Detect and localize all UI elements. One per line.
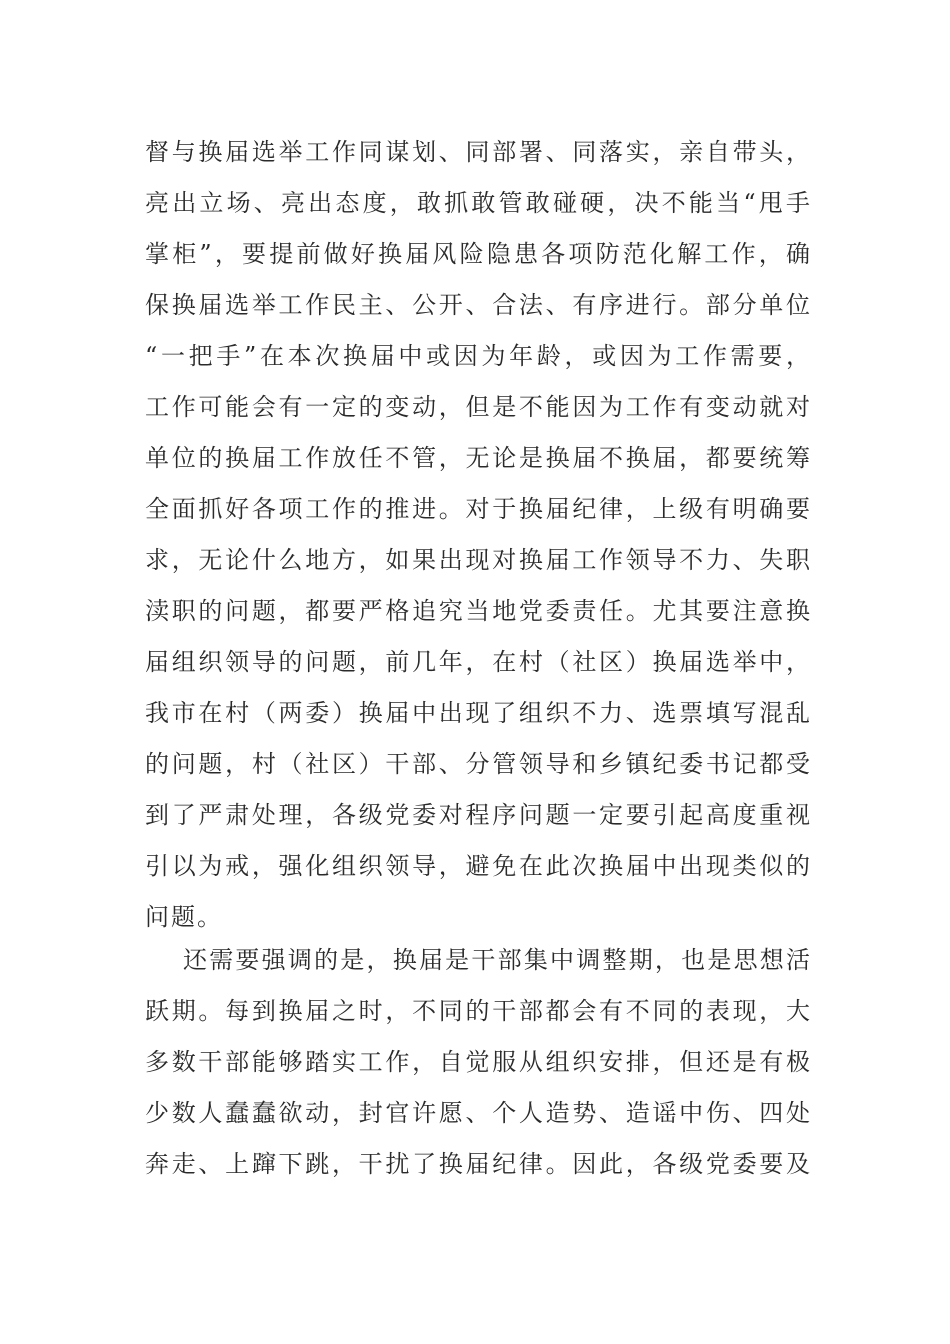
text-line: 跃期。每到换届之时，不同的干部都会有不同的表现，大 <box>145 997 810 1025</box>
text-line: “一把手”在本次换届中或因为年龄，或因为工作需要， <box>145 342 810 370</box>
text-line: 全面抓好各项工作的推进。对于换届纪律，上级有明确要 <box>145 495 810 523</box>
text-line: 问题。 <box>145 903 223 931</box>
text-line: 奔走、上蹿下跳，干扰了换届纪律。因此，各级党委要及 <box>145 1150 810 1178</box>
paragraph-2 <box>145 935 810 1190</box>
text-line: 督与换届选举工作同谋划、同部署、同落实，亲自带头， <box>145 138 810 166</box>
text-line: 到了严肃处理，各级党委对程序问题一定要引起高度重视 <box>145 801 810 829</box>
text-line: 单位的换届工作放任不管，无论是换届不换届，都要统筹 <box>145 444 810 472</box>
text-line: 保换届选举工作民主、公开、合法、有序进行。部分单位 <box>145 291 810 319</box>
text-line: 多数干部能够踏实工作，自觉服从组织安排，但还是有极 <box>145 1048 810 1076</box>
text-line: 亮出立场、亮出态度，敢抓敢管敢碰硬，决不能当“甩手 <box>145 189 810 217</box>
paragraph-1 <box>145 127 810 943</box>
text-line: 引以为戒，强化组织领导，避免在此次换届中出现类似的 <box>145 852 810 880</box>
text-line: 还需要强调的是，换届是干部集中调整期，也是思想活 <box>183 946 810 974</box>
text-line: 届组织领导的问题，前几年，在村（社区）换届选举中， <box>145 648 810 676</box>
text-line: 少数人蠢蠢欲动，封官许愿、个人造势、造谣中伤、四处 <box>145 1099 810 1127</box>
text-line: 我市在村（两委）换届中出现了组织不力、选票填写混乱 <box>145 699 810 727</box>
text-line: 求，无论什么地方，如果出现对换届工作领导不力、失职 <box>145 546 810 574</box>
text-line: 的问题，村（社区）干部、分管领导和乡镇纪委书记都受 <box>145 750 810 778</box>
text-line: 渎职的问题，都要严格追究当地党委责任。尤其要注意换 <box>145 597 810 625</box>
text-line: 掌柜”，要提前做好换届风险隐患各项防范化解工作，确 <box>145 240 810 268</box>
text-line: 工作可能会有一定的变动，但是不能因为工作有变动就对 <box>145 393 810 421</box>
